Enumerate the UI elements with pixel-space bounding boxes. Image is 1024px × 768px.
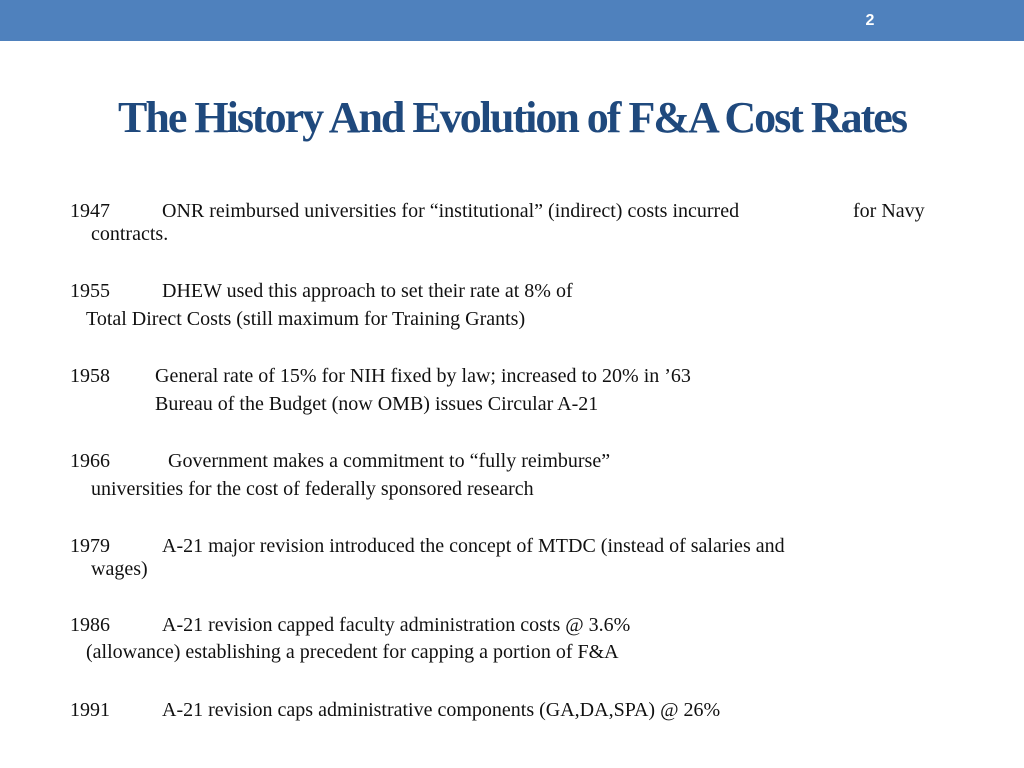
entry-line-1: DHEW used this approach to set their rate at 8% of <box>162 280 573 302</box>
entry-line-1: ONR reimbursed universities for “institutional” (indirect) costs incurred <box>162 200 740 222</box>
entry-line-2: Bureau of the Budget (now OMB) issues Circular A-21 <box>155 393 599 415</box>
entry-year: 1947 <box>70 200 110 222</box>
entry-year: 1979 <box>70 535 110 557</box>
entry-line-1: Government makes a commitment to “fully reimburse” <box>168 450 611 472</box>
entry-line-2: universities for the cost of federally sponsored research <box>91 478 534 500</box>
entry-line-1: General rate of 15% for NIH fixed by law; increased to 20% in ’63 <box>155 365 691 387</box>
slide-number: 2 <box>865 12 875 29</box>
entry-year: 1986 <box>70 614 110 636</box>
entry-line-2: (allowance) establishing a precedent for capping a portion of F&A <box>86 641 619 663</box>
entry-year: 1966 <box>70 450 110 472</box>
entry-year: 1958 <box>70 365 110 387</box>
header-bar <box>0 0 1024 41</box>
slide-title: The History And Evolution of F&A Cost Rates <box>118 93 906 142</box>
entry-line-1-tail: for Navy <box>853 200 925 222</box>
entry-line-2: contracts. <box>91 223 169 245</box>
entry-line-1: A-21 revision capped faculty administration costs @ 3.6% <box>162 614 631 636</box>
entry-line-2: Total Direct Costs (still maximum for Training Grants) <box>86 308 526 330</box>
entry-year: 1991 <box>70 699 110 721</box>
entry-line-1: A-21 revision caps administrative components (GA,DA,SPA) @ 26% <box>162 699 721 721</box>
entry-year: 1955 <box>70 280 110 302</box>
entry-line-1: A-21 major revision introduced the concept of MTDC (instead of salaries and <box>162 535 785 557</box>
entry-line-2: wages) <box>91 558 148 580</box>
